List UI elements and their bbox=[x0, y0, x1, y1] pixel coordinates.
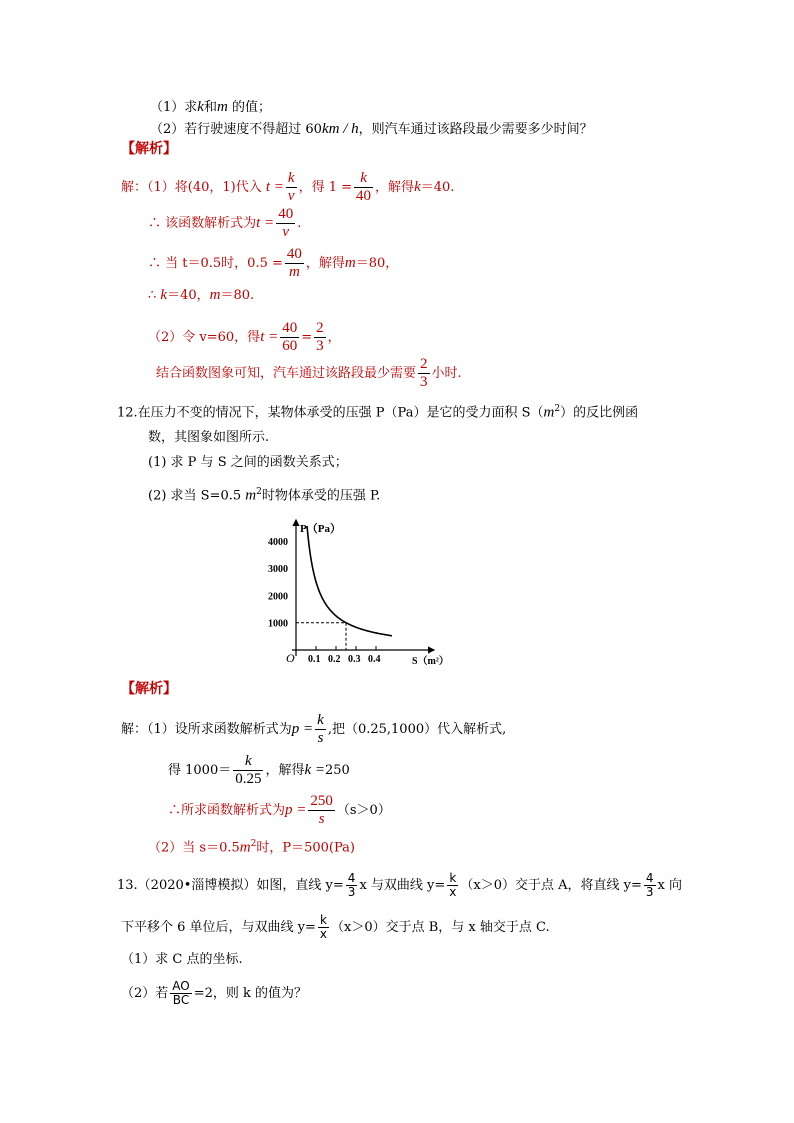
q12-solution-line2: 得 1000＝ $\frac{k}{0.25}$ ，解得k =250 bbox=[168, 753, 350, 787]
q12-stem-line1: 12.在压力不变的情况下，某物体承受的压强 P（Pa）是它的受力面积 $S(m^2)$的反比例函 bbox=[117, 404, 639, 421]
y-tick-label: 4000 bbox=[268, 536, 288, 548]
y-axis-label: P（Pa） bbox=[300, 523, 341, 535]
x-tick-label: 0.1 bbox=[308, 654, 321, 665]
q13-sub2: （2）若 $\frac{AO}{BC}$ =2，则 k 的值为？ bbox=[121, 979, 308, 1007]
fraction-40-over-v: $\frac{40}{v}$ bbox=[278, 206, 294, 240]
q11-solution-line4: ∴ k＝40，m＝80. bbox=[148, 287, 255, 303]
fraction-ao-over-bc: $\frac{AO}{BC}$ bbox=[172, 979, 190, 1007]
analysis-header-11: 【解析】 bbox=[121, 141, 177, 157]
fraction-2-over-3: $\frac{2}{3}$ bbox=[316, 320, 324, 354]
fraction-k-over-s: $\frac{k}{s}$ bbox=[317, 712, 324, 746]
q11-solution-line2: ∴ 该函数解析式为t = $\frac{40}{v}$ . bbox=[148, 206, 302, 240]
q12-sub2: (2) 求当 S=0.5 $m^2$时物体承受的压强 P. bbox=[148, 487, 381, 504]
analysis-header-12: 【解析】 bbox=[121, 681, 177, 697]
fraction-40-over-60: $\frac{40}{60}$ bbox=[282, 320, 298, 354]
q11-solution-line6: 结合函数图象可知，汽车通过该路段最少需要 $\frac{2}{3}$ 小时. bbox=[156, 356, 462, 390]
inverse-proportion-curve bbox=[307, 526, 392, 636]
fraction-k-over-x-b: $\frac{k}{x}$ bbox=[319, 913, 328, 941]
fraction-k-over-40: $\frac{k}{40}$ bbox=[356, 170, 372, 204]
fraction-k-over-v: $\frac{k}{v}$ bbox=[287, 170, 295, 204]
q13-stem-line2: 下平移个 6 单位后，与双曲线 y= $\frac{k}{x}$ （x＞0）交于点 B，与 x 轴交于点 C. bbox=[121, 913, 550, 941]
fraction-40-over-m: $\frac{40}{m}$ bbox=[286, 246, 302, 280]
x-axis-label: S（m²） bbox=[412, 656, 449, 667]
q13-stem-line1: 13.（2020•淄博模拟）如图，直线 y= $\frac{4}{3}$ x 与双曲线 y= $\frac{k}{x}$ （x＞0）交于点 A，将直线 y= $\frac{4}{3}$ x 向 bbox=[117, 871, 682, 899]
origin-label: O bbox=[286, 651, 295, 665]
fraction-k-over-x: $\frac{k}{x}$ bbox=[449, 871, 457, 899]
y-tick-label: 2000 bbox=[268, 591, 288, 603]
q11-solution-line5: （2）令 v=60，得t = $\frac{40}{60}$ = $\frac{2}{3}$ ， bbox=[148, 320, 341, 354]
x-tick-label: 0.2 bbox=[328, 654, 341, 665]
q13-sub1: （1）求 C 点的坐标. bbox=[121, 952, 243, 967]
q12-stem-line2: 数，其图象如图所示. bbox=[148, 430, 270, 445]
q12-solution-line1: 解：（1）设所求函数解析式为p = $\frac{k}{s}$ ,把（0.25,1000）代入解析式, bbox=[121, 712, 507, 746]
fraction-4-over-3: $\frac{4}{3}$ bbox=[347, 871, 356, 899]
q11-sub2: （2）若行驶速度不得超过 60km / h，则汽车通过该路段最少需要多少时间？ bbox=[150, 121, 593, 137]
q11-solution-line3: ∴ 当 t＝0.5时，0.5 = $\frac{40}{m}$ ，解得m＝80， bbox=[148, 246, 399, 280]
fraction-k-over-025: $\frac{k}{0.25}$ bbox=[235, 753, 262, 787]
q12-solution-line4: （2）当 $s=0.5m^2$时，P＝500(Pa) bbox=[148, 839, 355, 856]
x-tick-label: 0.3 bbox=[348, 654, 361, 665]
y-axis-title bbox=[300, 522, 341, 535]
q12-solution-line3: ∴所求函数解析式为p = $\frac{250}{s}$ （s＞0） bbox=[168, 793, 391, 827]
q11-sub1: （1）求k和m 的值； bbox=[150, 99, 271, 115]
x-tick-label: 0.4 bbox=[368, 654, 381, 665]
fraction-250-over-s: $\frac{250}{s}$ bbox=[310, 793, 333, 827]
pressure-area-chart bbox=[266, 516, 466, 668]
y-tick-label: 3000 bbox=[268, 564, 288, 576]
fraction-2-over-3-hours: $\frac{2}{3}$ bbox=[420, 356, 428, 390]
q12-sub1: (1) 求 P 与 S 之间的函数关系式； bbox=[148, 455, 348, 470]
q11-solution-line1: 解：（1）将(40，1)代入 t = $\frac{k}{v}$ ，得 1 = $\frac{k}{40}$ ，解得k＝40. bbox=[121, 170, 455, 204]
y-tick-label: 1000 bbox=[268, 618, 288, 630]
fraction-4-over-3-b: $\frac{4}{3}$ bbox=[645, 871, 654, 899]
